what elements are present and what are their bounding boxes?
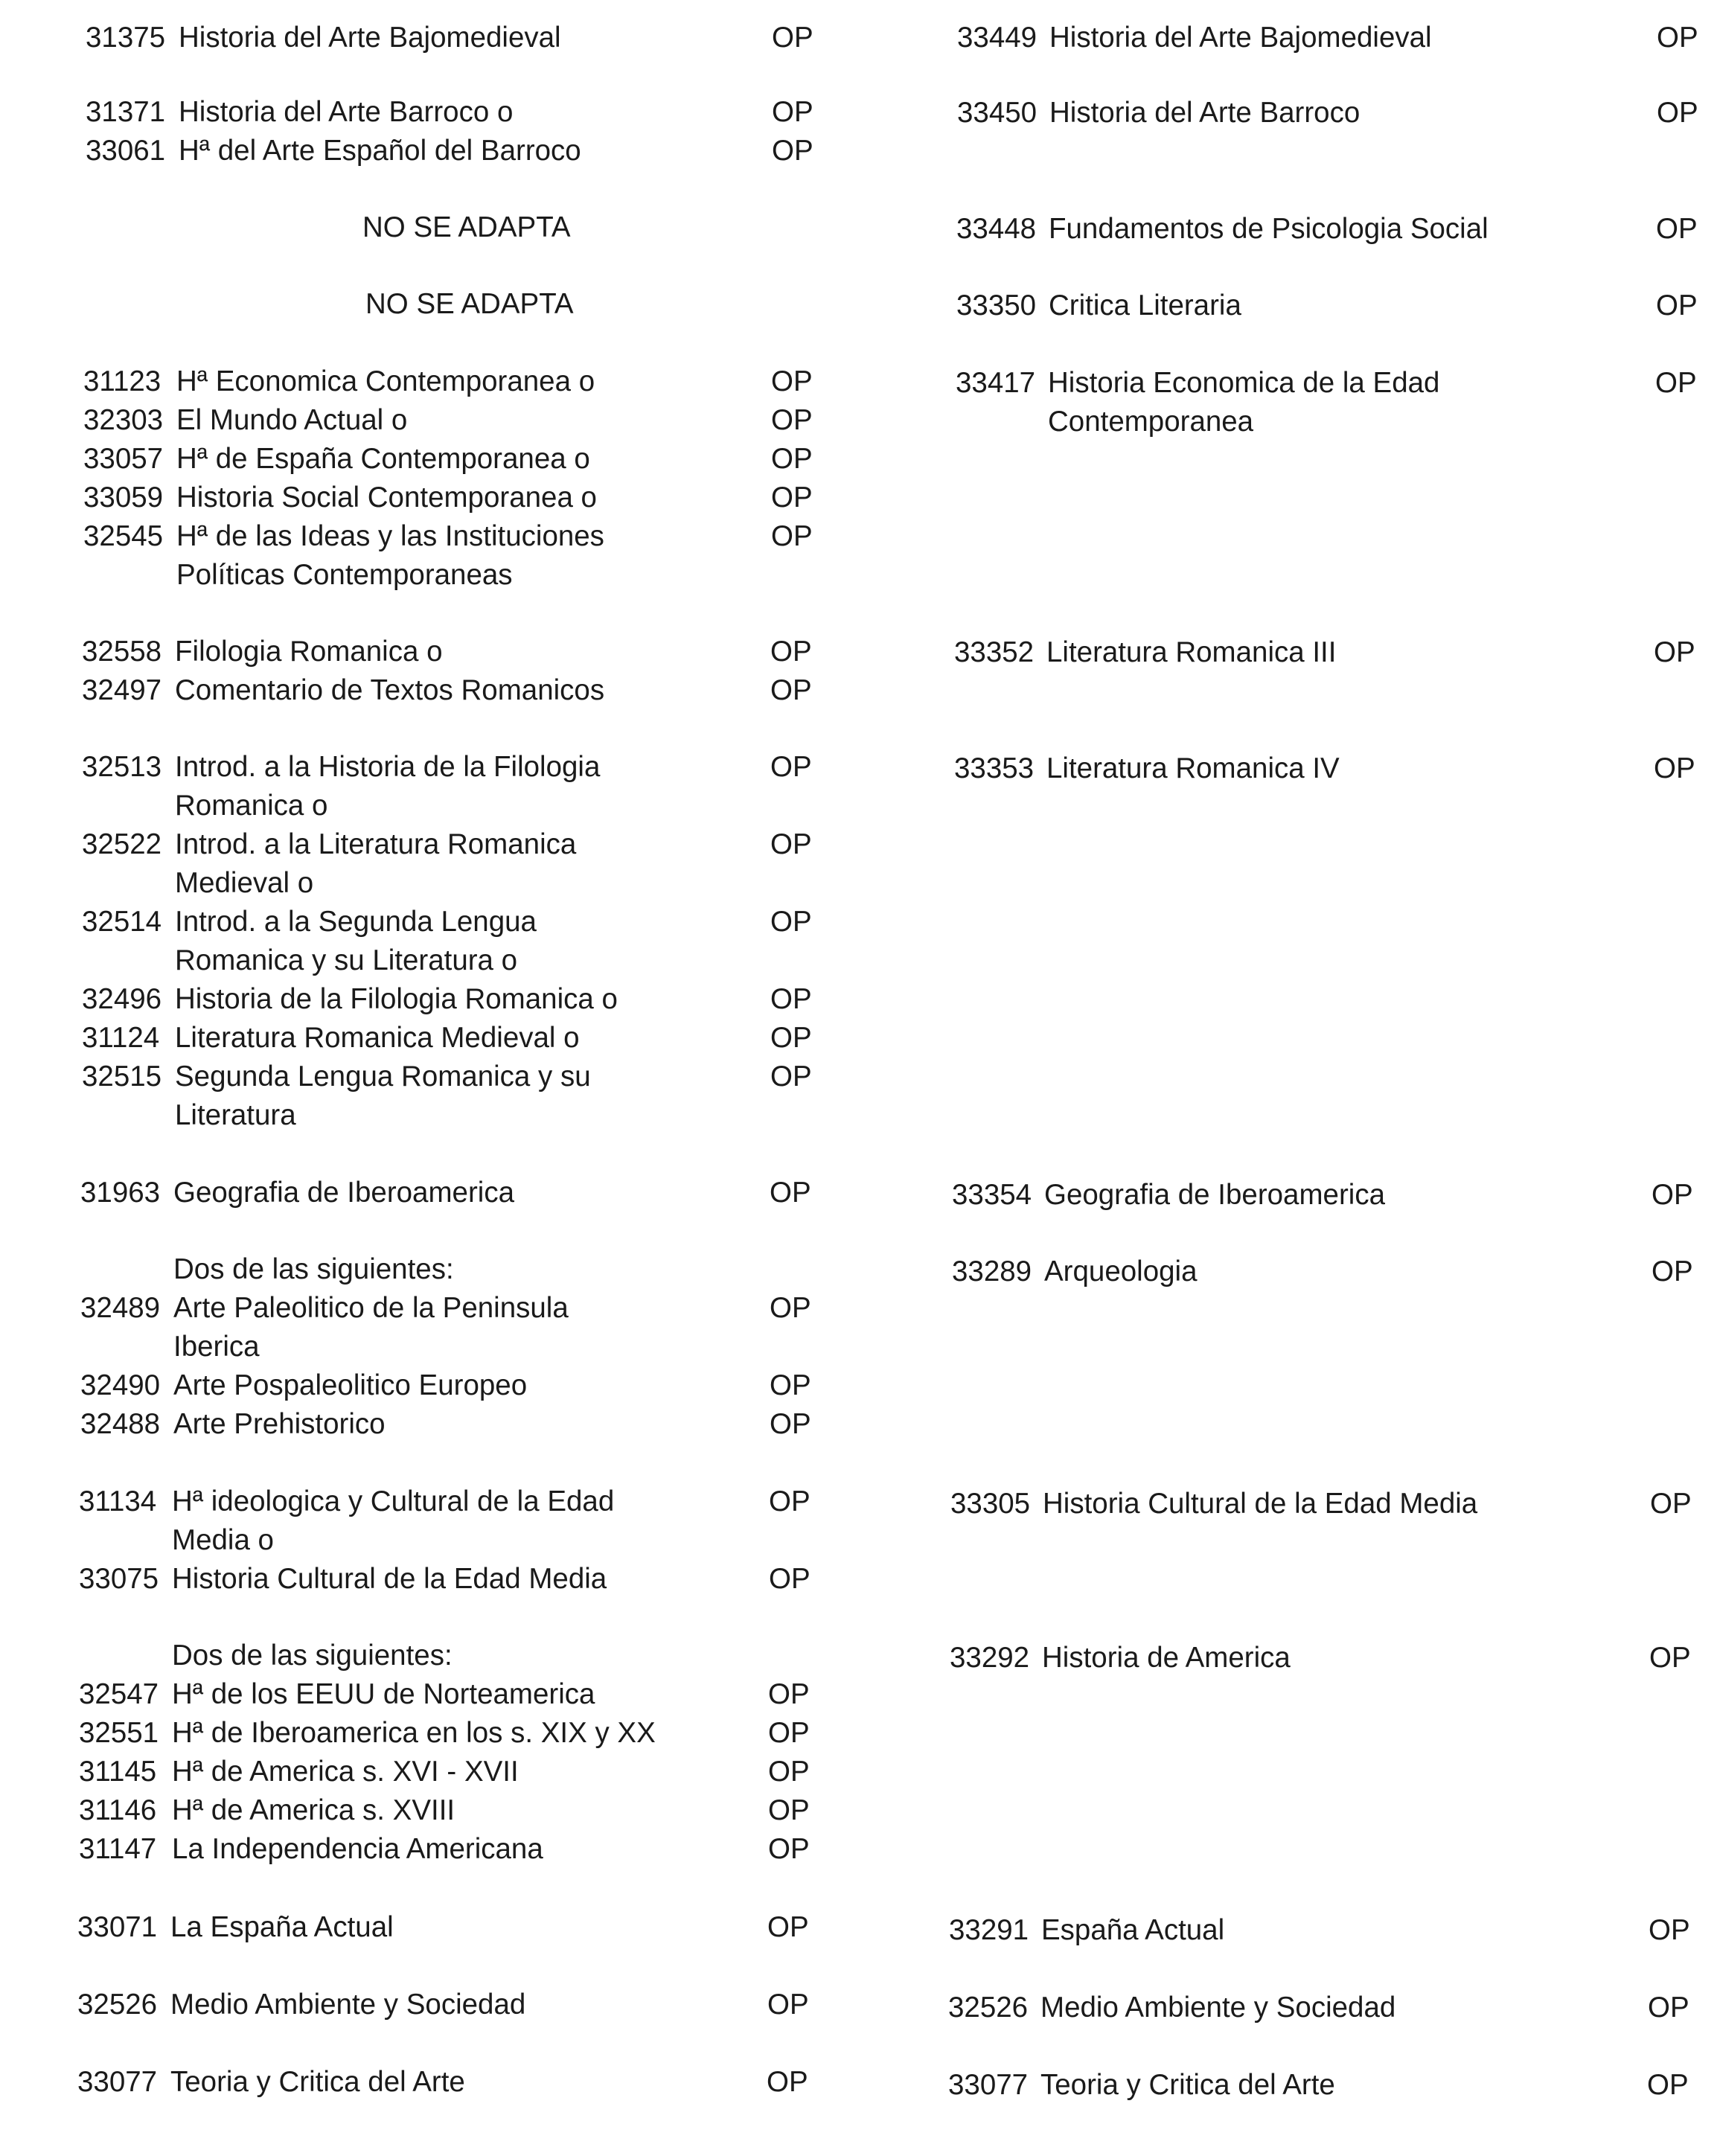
course-status: OP xyxy=(1648,1992,1689,2024)
course-status: OP xyxy=(770,674,812,706)
course-title: Geografia de Iberoamerica xyxy=(1044,1179,1385,1211)
course-code: 33448 xyxy=(956,213,1037,245)
course-title: Literatura Romanica III xyxy=(1046,636,1337,668)
course-code: 33352 xyxy=(954,636,1035,668)
course-code: 33449 xyxy=(957,22,1037,54)
course-code: 33353 xyxy=(954,752,1035,784)
course-title: Hª de España Contemporanea o xyxy=(176,443,590,475)
course-status: OP xyxy=(770,1408,811,1440)
course-title: Historia Economica de la Edad xyxy=(1048,367,1440,399)
course-code: 31145 xyxy=(79,1756,157,1788)
course-code: 31147 xyxy=(79,1833,157,1865)
course-code: 32303 xyxy=(83,404,164,436)
course-code: 32488 xyxy=(80,1408,161,1440)
group-instruction: Dos de las siguientes: xyxy=(172,1640,453,1672)
course-code: 33071 xyxy=(77,1911,158,1943)
course-title-continuation: Literatura xyxy=(175,1099,296,1131)
course-status: OP xyxy=(770,983,812,1015)
course-title: Historia Cultural de la Edad Media xyxy=(172,1563,607,1595)
course-status: OP xyxy=(770,1369,811,1401)
course-title: Fundamentos de Psicologia Social xyxy=(1049,213,1489,245)
course-title: Hª de Iberoamerica en los s. XIX y XX xyxy=(172,1717,656,1749)
course-title: Geografia de Iberoamerica xyxy=(173,1177,514,1209)
course-code: 32497 xyxy=(82,674,162,706)
course-title-continuation: Romanica o xyxy=(175,790,328,822)
course-code: 33057 xyxy=(83,443,164,475)
course-status: OP xyxy=(770,1061,812,1093)
course-status: OP xyxy=(771,482,813,514)
course-title: Hª de America s. XVI - XVII xyxy=(172,1756,519,1788)
course-status: OP xyxy=(771,365,813,397)
course-code: 33059 xyxy=(83,482,164,514)
course-title: España Actual xyxy=(1041,1914,1225,1946)
course-title: Arqueologia xyxy=(1044,1255,1198,1287)
course-code: 32526 xyxy=(948,1992,1029,2024)
course-code: 33075 xyxy=(79,1563,159,1595)
course-code: 33305 xyxy=(950,1488,1031,1520)
course-title: Historia Social Contemporanea o xyxy=(176,482,597,514)
course-title: Hª Economica Contemporanea o xyxy=(176,365,595,397)
course-status: OP xyxy=(768,1756,810,1788)
course-title: Hª del Arte Español del Barroco xyxy=(179,135,581,167)
course-status: OP xyxy=(1649,1914,1690,1946)
course-title: Introd. a la Segunda Lengua xyxy=(175,906,537,938)
course-title-continuation: Romanica y su Literatura o xyxy=(175,944,518,976)
course-code: 32490 xyxy=(80,1369,161,1401)
course-code: 32545 xyxy=(83,520,164,552)
course-code: 32547 xyxy=(79,1678,159,1710)
course-status: OP xyxy=(1652,1255,1693,1287)
course-title: Medio Ambiente y Sociedad xyxy=(170,1989,526,2021)
course-title: Filologia Romanica o xyxy=(175,636,443,668)
course-code: 33354 xyxy=(952,1179,1032,1211)
course-status: OP xyxy=(772,22,813,54)
course-title: Teoria y Critica del Arte xyxy=(1040,2069,1335,2101)
course-code: 31375 xyxy=(86,22,166,54)
course-title: Teoria y Critica del Arte xyxy=(170,2066,465,2098)
course-status: OP xyxy=(1657,97,1698,129)
course-status: OP xyxy=(1650,1488,1692,1520)
course-title: Introd. a la Historia de la Filologia xyxy=(175,751,601,783)
course-title: Introd. a la Literatura Romanica xyxy=(175,828,577,860)
course-code: 32551 xyxy=(79,1717,159,1749)
course-code: 32526 xyxy=(77,1989,158,2021)
course-title: Literatura Romanica Medieval o xyxy=(175,1022,580,1054)
course-status: OP xyxy=(770,751,812,783)
course-title: Historia Cultural de la Edad Media xyxy=(1043,1488,1478,1520)
course-title: Hª de los EEUU de Norteamerica xyxy=(172,1678,595,1710)
course-title-continuation: Medieval o xyxy=(175,867,314,899)
course-code: 32522 xyxy=(82,828,162,860)
course-title: Arte Pospaleolitico Europeo xyxy=(173,1369,528,1401)
course-status: OP xyxy=(772,135,813,167)
course-code: 32515 xyxy=(82,1061,162,1093)
course-title: Historia del Arte Bajomedieval xyxy=(179,22,561,54)
course-title: Comentario de Textos Romanicos xyxy=(175,674,605,706)
course-status: OP xyxy=(771,404,813,436)
course-status: OP xyxy=(1656,213,1698,245)
course-title: Historia de la Filologia Romanica o xyxy=(175,983,618,1015)
course-code: 33292 xyxy=(950,1642,1030,1674)
course-status: OP xyxy=(770,636,812,668)
course-code: 33291 xyxy=(949,1914,1029,1946)
course-status: OP xyxy=(1654,636,1695,668)
course-status: OP xyxy=(1654,752,1695,784)
course-status: OP xyxy=(771,443,813,475)
course-title-continuation: Contemporanea xyxy=(1048,406,1254,438)
course-title: Arte Prehistorico xyxy=(173,1408,386,1440)
course-code: 33450 xyxy=(957,97,1037,129)
course-title: Historia del Arte Barroco xyxy=(1049,97,1361,129)
course-title: Critica Literaria xyxy=(1049,290,1241,322)
course-code: 32558 xyxy=(82,636,162,668)
course-status: OP xyxy=(768,1717,810,1749)
course-code: 32489 xyxy=(80,1292,161,1324)
course-status: OP xyxy=(767,2066,808,2098)
course-code: 32496 xyxy=(82,983,162,1015)
course-title: Arte Paleolitico de la Peninsula xyxy=(173,1292,569,1324)
no-adapt-note: NO SE ADAPTA xyxy=(365,288,574,320)
course-status: OP xyxy=(1649,1642,1691,1674)
course-title: Literatura Romanica IV xyxy=(1046,752,1340,784)
course-code: 31371 xyxy=(86,96,166,128)
group-instruction: Dos de las siguientes: xyxy=(173,1253,454,1285)
course-status: OP xyxy=(767,1911,809,1943)
course-title: Historia de America xyxy=(1042,1642,1291,1674)
course-code: 33289 xyxy=(952,1255,1032,1287)
course-status: OP xyxy=(770,1292,811,1324)
course-status: OP xyxy=(1647,2069,1689,2101)
course-code: 31146 xyxy=(79,1794,157,1826)
course-code: 33061 xyxy=(86,135,166,167)
course-code: 32514 xyxy=(82,906,162,938)
course-title-continuation: Iberica xyxy=(173,1331,260,1363)
no-adapt-note: NO SE ADAPTA xyxy=(362,211,571,243)
course-title-continuation: Media o xyxy=(172,1524,274,1556)
course-title: Historia del Arte Bajomedieval xyxy=(1049,22,1432,54)
course-status: OP xyxy=(769,1563,810,1595)
course-status: OP xyxy=(770,906,812,938)
course-status: OP xyxy=(1655,367,1697,399)
course-status: OP xyxy=(770,828,812,860)
course-title: Hª de las Ideas y las Instituciones xyxy=(176,520,604,552)
course-title: La España Actual xyxy=(170,1911,394,1943)
course-title: Medio Ambiente y Sociedad xyxy=(1040,1992,1396,2024)
course-status: OP xyxy=(768,1833,810,1865)
course-code: 31963 xyxy=(80,1177,161,1209)
course-code: 31123 xyxy=(83,365,162,397)
course-status: OP xyxy=(767,1989,809,2021)
course-status: OP xyxy=(770,1022,812,1054)
course-code: 33077 xyxy=(77,2066,158,2098)
course-status: OP xyxy=(768,1794,810,1826)
course-title: Hª de America s. XVIII xyxy=(172,1794,455,1826)
course-status: OP xyxy=(1657,22,1698,54)
course-status: OP xyxy=(768,1678,810,1710)
course-status: OP xyxy=(769,1485,810,1517)
course-status: OP xyxy=(771,520,813,552)
course-code: 31134 xyxy=(79,1485,157,1517)
course-code: 32513 xyxy=(82,751,162,783)
course-status: OP xyxy=(1656,290,1698,322)
course-code: 33350 xyxy=(956,290,1037,322)
course-title: Hª ideologica y Cultural de la Edad xyxy=(172,1485,615,1517)
course-status: OP xyxy=(772,96,813,128)
course-title: Historia del Arte Barroco o xyxy=(179,96,514,128)
course-status: OP xyxy=(770,1177,811,1209)
course-status: OP xyxy=(1652,1179,1693,1211)
course-title: Segunda Lengua Romanica y su xyxy=(175,1061,591,1093)
course-code: 31124 xyxy=(82,1022,160,1054)
course-code: 33077 xyxy=(948,2069,1029,2101)
course-code: 33417 xyxy=(956,367,1036,399)
course-title-continuation: Políticas Contemporaneas xyxy=(176,559,513,591)
course-title: La Independencia Americana xyxy=(172,1833,543,1865)
course-title: El Mundo Actual o xyxy=(176,404,408,436)
